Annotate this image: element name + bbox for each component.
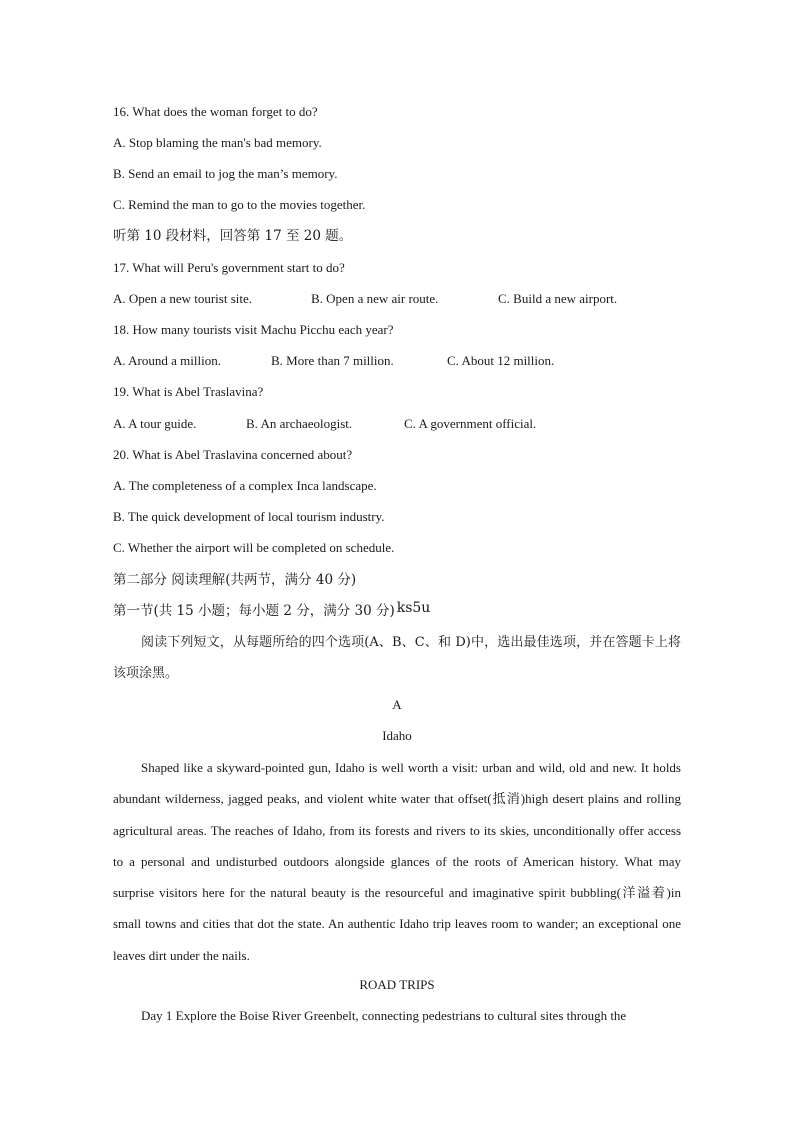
q18-option-b: B. More than 7 million. [271,353,394,368]
q17-option-a: A. Open a new tourist site. [113,291,253,306]
section-title-text: 第一节(共 15 小题；每小题 2 分，满分 30 分) [113,603,395,619]
q20-option-c: C. Whether the airport will be completed on schedule. [113,540,395,555]
passage-paragraph-1: Shaped like a skyward-pointed gun, Idaho is well worth a visit: urban and wild, old and new. It holds abundant wilderness, jagged peaks, and violent white water that offset(抵消)high desert plains and rolling agricultural areas. The reaches of Idaho, from its forests and rivers to its skies, unconditionally offer access to a personal and undisturbed outdoors alongside glances of the roots of American history. What may surprise visitors here for the natural beauty is the resourceful and imaginative spirit bubbling(洋溢着)in small towns and cities that dot the state. An authentic Idaho trip leaves room to wander; an exceptional one leaves dirt under the nails. [113,760,681,963]
day1-paragraph: Day 1 Explore the Boise River Greenbelt, connecting pedestrians to cultural sites through the [141,1008,627,1023]
q16-question: 16. What does the woman forget to do? [113,104,318,119]
q16-option-c: C. Remind the man to go to the movies together. [113,197,366,212]
q17-option-c: C. Build a new airport. [498,291,618,306]
q19-option-c: C. A government official. [404,416,537,431]
q19-options [113,416,536,432]
q19-option-b: B. An archaeologist. [246,416,353,431]
q17-option-b: B. Open a new air route. [311,291,439,306]
road-trips-heading: ROAD TRIPS [359,977,435,992]
q16-option-b: B. Send an email to jog the man’s memory. [113,166,338,181]
q20-option-a: A. The completeness of a complex Inca landscape. [113,478,377,493]
q17-question: 17. What will Peru's government start to do? [113,260,345,275]
section10-instruction: 听第 10 段材料，回答第 17 至 20 题。 [113,228,353,244]
ks5u-watermark: ks5u [396,600,431,616]
q20-option-b: B. The quick development of local tourism industry. [113,509,385,524]
q20-question: 20. What is Abel Traslavina concerned about? [113,447,353,462]
q18-option-a: A. Around a million. [113,353,221,368]
reading-section-title [113,600,431,619]
q16-option-a: A. Stop blaming the man's bad memory. [113,135,322,150]
q18-option-c: C. About 12 million. [447,353,555,368]
q18-question: 18. How many tourists visit Machu Picchu each year? [113,322,394,337]
reading-part-title: 第二部分 阅读理解(共两节，满分 40 分) [113,572,357,588]
q18-options [113,353,554,369]
q19-option-a: A. A tour guide. [113,416,197,431]
passage-label: A [392,697,402,712]
q19-question: 19. What is Abel Traslavina? [113,384,264,399]
reading-instruction: 阅读下列短文，从每题所给的四个选项(A、B、C、和 D)中，选出最佳选项，并在答题卡上将该项涂黑。 [113,635,681,682]
passage-title: Idaho [382,728,412,743]
q17-options [113,291,617,307]
